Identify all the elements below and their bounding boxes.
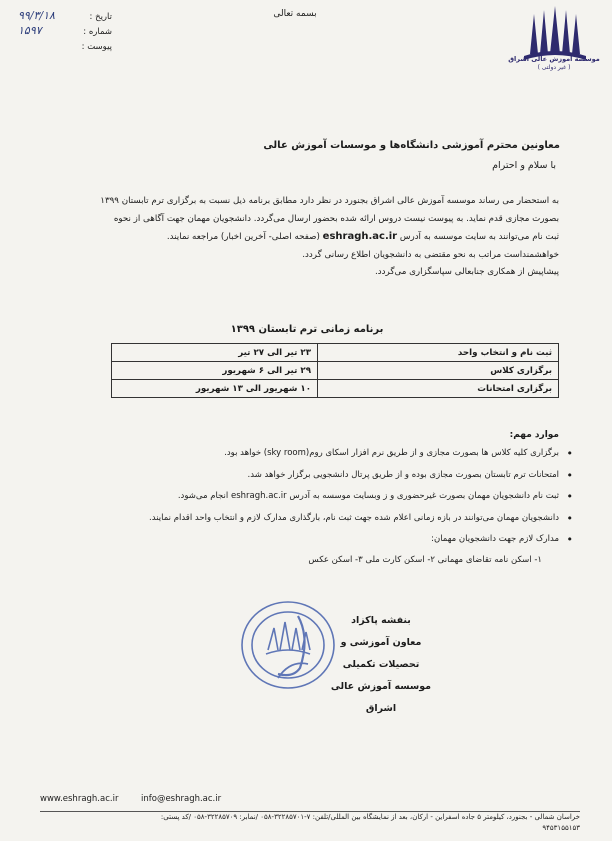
list-item: • برگزاری کلیه کلاس ها بصورت مجازی و از طریق نرم افزار اسکای روم(sky room) خواهد بود. <box>60 443 559 465</box>
list-item: • امتحانات ترم تابستان بصورت مجازی بوده و از طریق پرتال دانشجویی برگزار خواهد شد. <box>60 465 559 487</box>
schedule-period: ۱۰ شهریور الی ۱۳ شهریور <box>112 380 318 398</box>
signatory-position: معاون آموزشی و تحصیلات تکمیلی <box>340 637 422 670</box>
signatory-organization: موسسه آموزش عالی اشراق <box>330 681 432 714</box>
attachment-label: پیوست : <box>81 42 112 52</box>
letter-addressee: معاونین محترم آموزشی دانشگاه‌ها و موسسات آموزش عالی <box>263 140 560 151</box>
schedule-item: برگزاری امتحانات <box>318 380 559 398</box>
table-row <box>112 362 559 380</box>
table-row <box>112 380 559 398</box>
body-text: ثبت نام می‌توانند به سایت موسسه به آدرس <box>399 232 559 242</box>
list-item: • دانشجویان مهمان می‌توانند در بازه زمانی اعلام شده جهت ثبت نام، بارگذاری مدارک لازم و انتخاب واحد اقدام نمایند. <box>60 508 559 530</box>
notes-heading: موارد مهم: <box>509 430 559 440</box>
date-row <box>18 10 188 25</box>
body-line: خواهشمنداست مراتب به نحو مقتضی به دانشجویان اطلاع رسانی گردد. <box>302 249 559 260</box>
schedule-item: ثبت نام و انتخاب واحد <box>318 344 559 362</box>
body-line: بصورت مجازی قدم نماید. به پیوست نیست دروس ارائه شده بحضور ارسال می‌گردد. دانشجویان مهمان جهت آگاهی از نحوه <box>113 213 559 224</box>
footer-website[interactable]: www.eshragh.ac.ir <box>40 794 119 804</box>
required-documents-line: ۱- اسکن نامه تقاضای مهمانی ۲- اسکن کارت ملی ۳- اسکن عکس <box>308 555 542 565</box>
attachment-row <box>18 40 188 55</box>
schedule-period: ۲۹ تیر الی ۶ شهریور <box>112 362 318 380</box>
address-line: ۹۴۵۳۱۵۵۱۵۳ <box>542 824 580 832</box>
schedule-title: برنامه زمانی ترم تابستان ۱۳۹۹ <box>230 324 384 335</box>
notes-list <box>60 443 575 551</box>
body-line: به استحضار می رساند موسسه آموزش عالی اشراق بجنورد در نظر دارد مطابق برنامه ذیل نسبت به برگزاری ترم تابستان ۱۳۹۹ <box>100 196 559 206</box>
date-value: ۹۹/۳/۱۸ <box>18 9 55 22</box>
list-item: • مدارک لازم جهت دانشجویان مهمان: <box>60 529 559 551</box>
logo-institution-name: موسسه آموزش عالی اشراق <box>508 55 600 63</box>
bismillah-heading: بسمه تعالی <box>273 9 317 19</box>
footer-email[interactable]: info@eshragh.ac.ir <box>141 794 222 804</box>
schedule-table <box>111 343 559 398</box>
list-item: • ثبت نام دانشجویان مهمان بصورت غیرحضوری و ز وبسایت موسسه به آدرس eshragh.ac.ir انجام می‌شود. <box>60 486 559 508</box>
number-value: ۱۵۹۷ <box>18 24 42 37</box>
date-label: تاریخ : <box>89 12 112 22</box>
number-label: شماره : <box>83 27 112 37</box>
schedule-period: ۲۳ تیر الی ۲۷ تیر <box>112 344 318 362</box>
website-link[interactable]: eshragh.ac.ir <box>322 231 398 242</box>
schedule-item: برگزاری کلاس <box>318 362 559 380</box>
letter-body <box>56 193 559 282</box>
number-row <box>18 25 188 40</box>
body-text: (صفحه اصلی- آخرین اخبار) مراجعه نمایند. <box>166 232 320 242</box>
body-line <box>56 228 559 247</box>
body-line: پیشاپیش از همکاری جنابعالی سپاسگزاری می‌گردد. <box>375 267 559 277</box>
footer-address <box>40 812 580 834</box>
table-row <box>112 344 559 362</box>
address-line: خراسان شمالی - بجنورد، کیلومتر ۵ جاده اسفراین - ارکان، بعد از نمایشگاه بین المللی/تلفن: ۷-۳۲۲۸۵۷۰۱-۰۵۸ /نمابر: ۳۲۲۸۵۷۰۹-۰۵۸ /کد پستی: <box>160 813 580 821</box>
letter-meta-block <box>18 10 188 55</box>
signature-block <box>320 610 442 720</box>
logo-subtitle: ( غیر دولتی ) <box>537 64 571 71</box>
letter-greeting: با سلام و احترام <box>492 160 556 171</box>
signatory-name: بنفشه پاکزاد <box>351 615 411 626</box>
